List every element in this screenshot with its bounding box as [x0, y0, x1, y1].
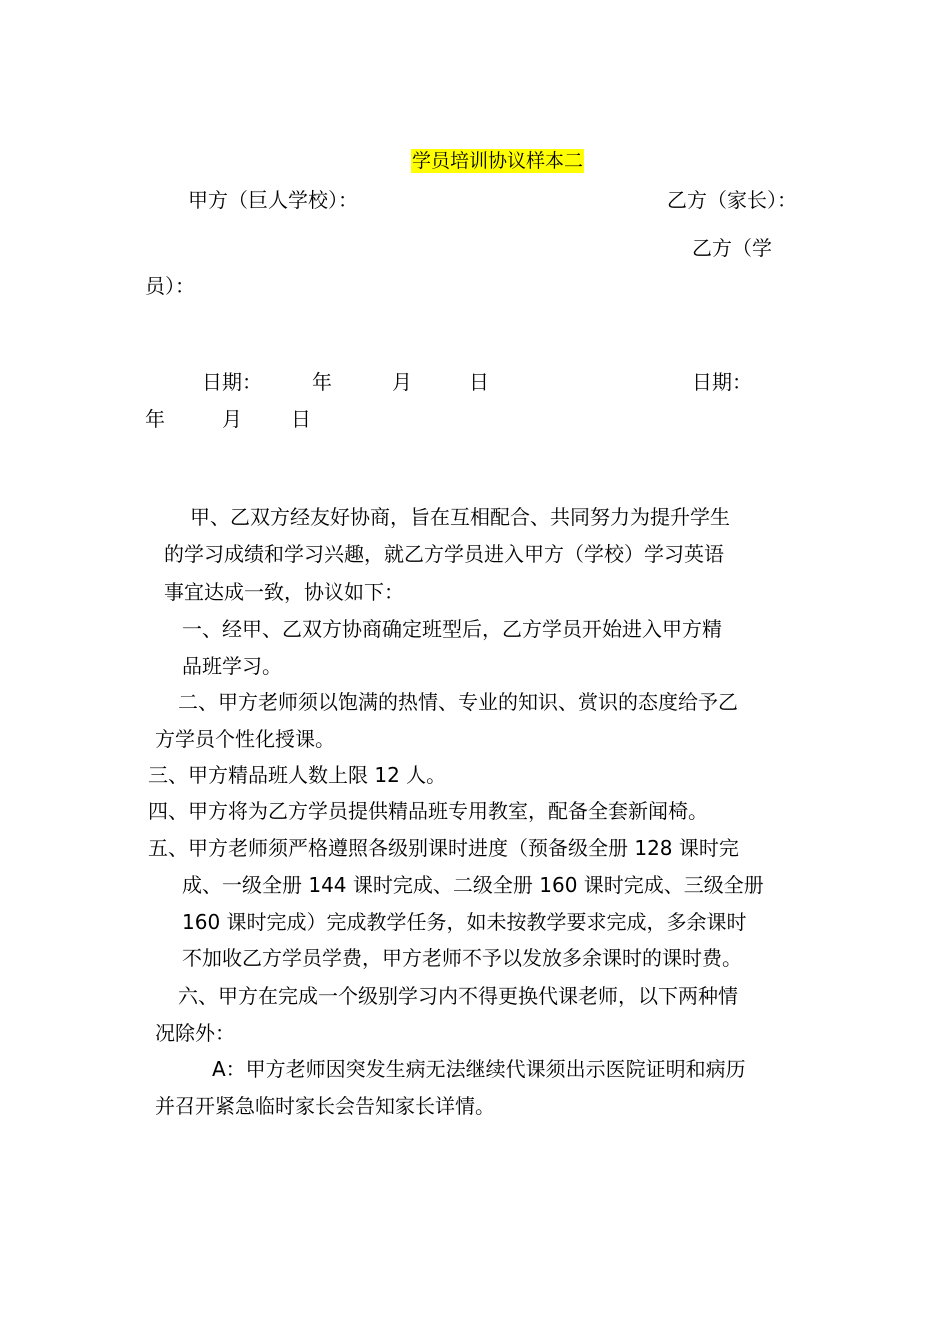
- clause-1-cont: 品班学习。: [182, 654, 282, 678]
- date-month-left: 月: [392, 370, 412, 394]
- paragraph-line: 事宜达成一致，协议如下：: [164, 580, 404, 604]
- date-month-right: 月: [222, 407, 242, 431]
- clause-6-item-a: A：甲方老师因突发生病无法继续代课须出示医院证明和病历: [212, 1057, 746, 1081]
- document-title: 学员培训协议样本二: [412, 150, 584, 172]
- clause-2-cont: 方学员个性化授课。: [155, 727, 335, 751]
- date-day-right: 日: [291, 407, 311, 431]
- clause-5-cont: 不加收乙方学员学费，甲方老师不予以发放多余课时的课时费。: [182, 946, 742, 970]
- party-b-student-label-cont: 员）：: [145, 274, 195, 298]
- clause-1: 一、经甲、乙双方协商确定班型后，乙方学员开始进入甲方精: [182, 617, 722, 641]
- clause-5-cont: 成、一级全册 144 课时完成、二级全册 160 课时完成、三级全册: [182, 873, 764, 897]
- clause-2: 二、甲方老师须以饱满的热情、专业的知识、赏识的态度给予乙: [178, 690, 738, 714]
- paragraph-line: 的学习成绩和学习兴趣，就乙方学员进入甲方（学校）学习英语: [164, 542, 724, 566]
- date-label-right: 日期：: [692, 370, 752, 394]
- clause-6: 六、甲方在完成一个级别学习内不得更换代课老师，以下两种情: [178, 984, 738, 1008]
- clause-5: 五、甲方老师须严格遵照各级别课时进度（预备级全册 128 课时完: [148, 836, 739, 860]
- clause-3: 三、甲方精品班人数上限 12 人。: [148, 763, 447, 787]
- date-day-left: 日: [469, 370, 489, 394]
- date-year-left: 年: [312, 370, 332, 394]
- clause-5-cont: 160 课时完成）完成教学任务，如未按教学要求完成，多余课时: [182, 910, 747, 934]
- paragraph-line: 甲、乙双方经友好协商，旨在互相配合、共同努力为提升学生: [190, 505, 730, 529]
- clause-6-item-a-cont: 并召开紧急临时家长会告知家长详情。: [155, 1094, 495, 1118]
- date-year-right: 年: [145, 407, 165, 431]
- party-a-label: 甲方（巨人学校）：: [188, 188, 358, 212]
- clause-4: 四、甲方将为乙方学员提供精品班专用教室，配备全套新闻椅。: [148, 799, 708, 823]
- clause-6-cont: 况除外：: [155, 1021, 235, 1045]
- party-b-student-label: 乙方（学: [692, 236, 772, 260]
- party-b-parent-label: 乙方（家长）：: [667, 188, 797, 212]
- date-label-left: 日期：: [202, 370, 262, 394]
